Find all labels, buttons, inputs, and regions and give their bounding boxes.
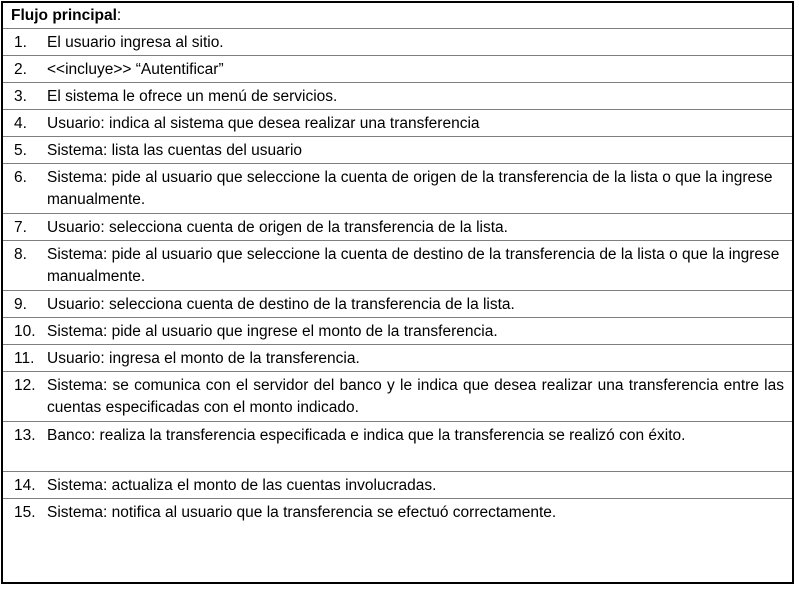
step-text: Sistema: notifica al usuario que la transferencia se efectuó correctamente. (47, 504, 557, 521)
step-row-14 (3, 472, 792, 499)
step-number: 11. (14, 350, 35, 367)
step-number: 7. (14, 219, 27, 236)
step-text: Sistema: se comunica con el servidor del banco y le indica que desea realizar una transferencia entre las cuentas especificadas con el monto indicado. (47, 377, 784, 416)
step-text: Usuario: selecciona cuenta de destino de la transferencia de la lista. (47, 296, 515, 313)
step-text: Sistema: actualiza el monto de las cuentas involucradas. (47, 477, 437, 494)
step-number: 12. (14, 377, 36, 394)
step-text: Sistema: lista las cuentas del usuario (47, 142, 303, 159)
step-number: 3. (14, 88, 27, 105)
step-text: <<incluye>> “Autentificar” (47, 61, 224, 78)
step-number: 4. (14, 115, 27, 132)
step-row-4 (3, 110, 792, 137)
step-number: 10. (14, 323, 36, 340)
step-number: 14. (14, 477, 36, 494)
step-row-13 (3, 422, 792, 472)
step-number: 2. (14, 61, 27, 78)
step-text: El sistema le ofrece un menú de servicios. (47, 88, 338, 105)
step-number: 1. (14, 34, 27, 51)
step-text: Sistema: pide al usuario que seleccione la cuenta de origen de la transferencia de la lista o que la ingrese manualmente. (47, 169, 773, 208)
step-number: 9. (14, 296, 27, 313)
step-number: 8. (14, 246, 27, 263)
step-text: Usuario: ingresa el monto de la transferencia. (47, 350, 360, 367)
step-row-1 (3, 29, 792, 56)
step-row-2 (3, 56, 792, 83)
step-text: Banco: realiza la transferencia especificada e indica que la transferencia se realizó con éxito. (47, 427, 686, 444)
step-number: 6. (14, 169, 27, 186)
step-number: 5. (14, 142, 27, 159)
step-text: Usuario: indica al sistema que desea realizar una transferencia (47, 115, 480, 132)
main-flow-table (1, 1, 794, 584)
step-number: 13. (14, 427, 36, 444)
step-row-8 (3, 241, 792, 291)
step-row-6 (3, 164, 792, 214)
step-row-11 (3, 345, 792, 372)
step-text: Sistema: pide al usuario que ingrese el monto de la transferencia. (47, 323, 498, 340)
step-text: Sistema: pide al usuario que seleccione la cuenta de destino de la transferencia de la lista o que la ingrese manualmente. (47, 246, 780, 285)
header-colon: : (116, 7, 122, 24)
step-row-10 (3, 318, 792, 345)
step-row-12 (3, 372, 792, 422)
step-text: Usuario: selecciona cuenta de origen de la transferencia de la lista. (47, 219, 508, 236)
step-row-9 (3, 291, 792, 318)
step-row-5 (3, 137, 792, 164)
step-number: 15. (14, 504, 36, 521)
table-header (3, 3, 792, 29)
step-row-15 (3, 499, 792, 529)
step-row-7 (3, 214, 792, 241)
step-row-3 (3, 83, 792, 110)
step-text: El usuario ingresa al sitio. (47, 34, 224, 51)
header-title: Flujo principal (11, 7, 117, 24)
